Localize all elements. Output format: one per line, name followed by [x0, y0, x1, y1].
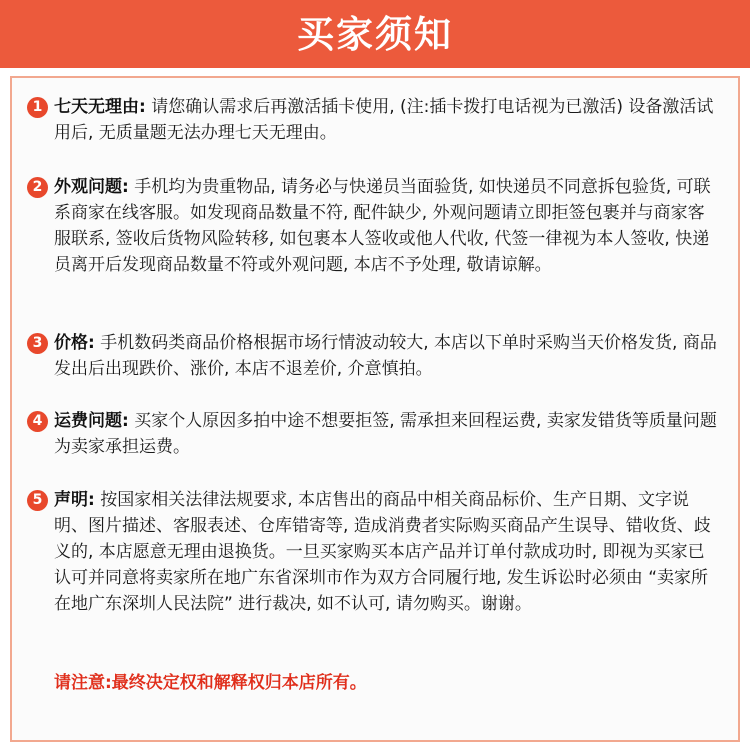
item-body: 手机数码类商品价格根据市场行情波动较大, 本店以下单时采购当天价格发货, 商品发出后出现跌价、涨价, 本店不退差价, 介意慎拍。: [54, 333, 717, 379]
item-heading: 七天无理由:: [54, 97, 146, 117]
notice-item-text: [54, 330, 719, 382]
notice-item-text: [54, 487, 719, 617]
notice-item-text: [54, 408, 719, 460]
item-body: 买家个人原因多拍中途不想要拒签, 需承担来回程运费, 卖家发错货等质量问题为卖家承担运费。: [54, 411, 717, 457]
notice-card: [10, 76, 740, 742]
item-heading: 价格:: [54, 333, 95, 353]
notice-item-text: [54, 174, 719, 278]
number-badge-2: 2: [27, 177, 48, 198]
notice-item-4: [27, 408, 727, 460]
notice-item-5: [27, 487, 727, 617]
item-body: 按国家相关法律法规要求, 本店售出的商品中相关商品标价、生产日期、文字说明、图片描述、客服表述、仓库错寄等, 造成消费者实际购买商品产生误导、错收货、歧义的, 本店愿意无理由退换货。一旦买家购买本店产品并订单付款成功时, 即视为买家已认可并同意将卖家所在地广东省深圳市作为双方合同履行地, 发生诉讼时必须由 “卖家所在地广东深圳人民法院” 进行裁决, 如不认可, 请勿购买。谢谢。: [54, 490, 711, 614]
notice-item-2: [27, 174, 727, 278]
item-heading: 声明:: [54, 490, 95, 510]
notice-item-3: [27, 330, 727, 382]
final-notice: 请注意:最终决定权和解释权归本店所有。: [54, 673, 367, 693]
item-heading: 运费问题:: [54, 411, 129, 431]
number-badge-4: 4: [27, 411, 48, 432]
number-badge-3: 3: [27, 333, 48, 354]
item-body: 请您确认需求后再激活插卡使用, (注:插卡拨打电话视为已激活) 设备激活试用后, 无质量题无法办理七天无理由。: [54, 97, 714, 143]
notice-item-1: [27, 94, 727, 146]
number-badge-1: 1: [27, 97, 48, 118]
item-body: 手机均为贵重物品, 请务必与快递员当面验货, 如快递员不同意拆包验货, 可联系商家在线客服。如发现商品数量不符, 配件缺少, 外观问题请立即拒签包裹并与商家客服联系, 签收后货物风险转移, 如包裹本人签收或他人代收, 代签一律视为本人签收, 快递员离开后发现商品数量不符或外观问题, 本店不予处理, 敬请谅解。: [54, 177, 711, 275]
number-badge-5: 5: [27, 490, 48, 511]
page-title: 买家须知: [297, 12, 453, 56]
item-heading: 外观问题:: [54, 177, 129, 197]
notice-item-text: [54, 94, 719, 146]
header-banner: [0, 0, 750, 68]
